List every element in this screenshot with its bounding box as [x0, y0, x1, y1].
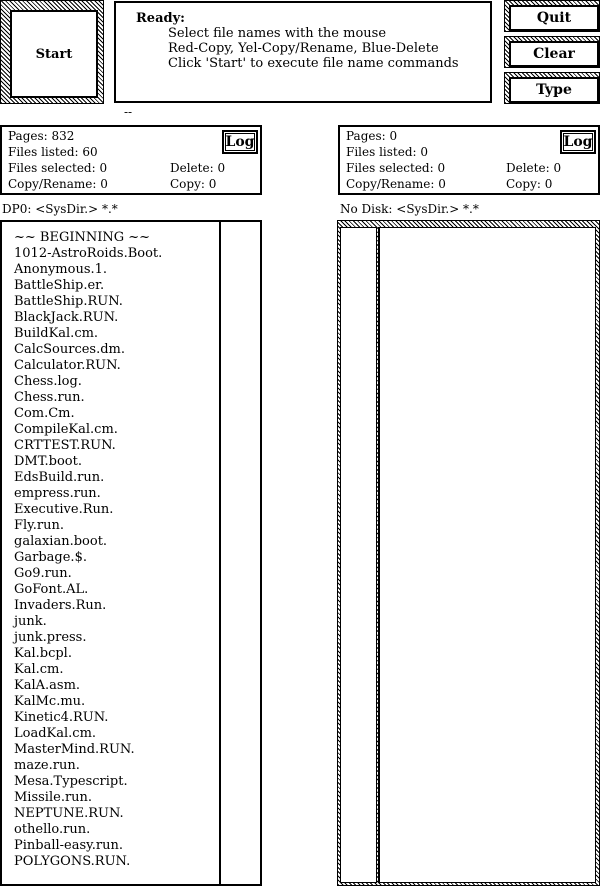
- file-list-item[interactable]: Kal.bcpl.: [14, 646, 72, 661]
- file-list-item[interactable]: maze.run.: [14, 758, 80, 773]
- file-list-item[interactable]: Chess.run.: [14, 390, 85, 405]
- left-pages: Pages: 832: [8, 129, 75, 143]
- left-delete-count: Delete: 0: [170, 161, 226, 175]
- left-log-button[interactable]: Log: [222, 130, 258, 154]
- right-file-entries: [378, 227, 596, 883]
- left-scrollbar-divider: [219, 222, 221, 884]
- instruction-line-2: Red-Copy, Yel-Copy/Rename, Blue-Delete: [168, 41, 439, 56]
- file-list-item[interactable]: othello.run.: [14, 822, 91, 837]
- file-list-item[interactable]: empress.run.: [14, 486, 101, 501]
- file-list-item[interactable]: Pinball-easy.run.: [14, 838, 124, 853]
- file-list-item[interactable]: Com.Cm.: [14, 406, 75, 421]
- file-list-item[interactable]: GoFont.AL.: [14, 582, 89, 597]
- file-list-item[interactable]: CRTTEST.RUN.: [14, 438, 116, 453]
- left-stats-panel: [0, 125, 262, 195]
- file-list-item[interactable]: Mesa.Typescript.: [14, 774, 128, 789]
- file-list-item[interactable]: BuildKal.cm.: [14, 326, 99, 341]
- file-list-item[interactable]: KalA.asm.: [14, 678, 81, 693]
- left-copy-count: Copy: 0: [170, 177, 217, 191]
- file-list-item[interactable]: junk.: [14, 614, 47, 629]
- file-list-item[interactable]: KalMc.mu.: [14, 694, 86, 709]
- file-list-item[interactable]: POLYGONS.RUN.: [14, 854, 131, 869]
- file-list-item[interactable]: BattleShip.RUN.: [14, 294, 123, 309]
- list-beginning-marker[interactable]: ~~ BEGINNING ~~: [14, 230, 151, 245]
- left-files-listed: Files listed: 60: [8, 145, 98, 159]
- file-list-item[interactable]: BlackJack.RUN.: [14, 310, 119, 325]
- type-button-frame[interactable]: [504, 72, 600, 104]
- left-path-label: DP0: <SysDir.> *.*: [2, 202, 118, 216]
- left-files-selected: Files selected: 0: [8, 161, 108, 175]
- file-list-item[interactable]: Calculator.RUN.: [14, 358, 121, 373]
- file-list-item[interactable]: CalcSources.dm.: [14, 342, 126, 357]
- left-copy-rename-count: Copy/Rename: 0: [8, 177, 108, 191]
- file-list-item[interactable]: Invaders.Run.: [14, 598, 107, 613]
- left-file-list[interactable]: [0, 220, 262, 886]
- file-list-item[interactable]: Kinetic4.RUN.: [14, 710, 109, 725]
- file-list-item[interactable]: 1012-AstroRoids.Boot.: [14, 246, 163, 261]
- file-list-item[interactable]: junk.press.: [14, 630, 87, 645]
- quit-button-frame[interactable]: [504, 0, 600, 32]
- right-log-button[interactable]: Log: [560, 130, 596, 154]
- right-copy-count: Copy: 0: [506, 177, 553, 191]
- start-button[interactable]: Start: [10, 10, 98, 98]
- instruction-line-3: Click 'Start' to execute file name commands: [168, 56, 459, 71]
- right-files-listed: Files listed: 0: [346, 145, 429, 159]
- right-copy-rename-count: Copy/Rename: 0: [346, 177, 446, 191]
- file-list-item[interactable]: MasterMind.RUN.: [14, 742, 135, 757]
- file-list-item[interactable]: NEPTUNE.RUN.: [14, 806, 124, 821]
- instruction-line-1: Select file names with the mouse: [168, 26, 387, 41]
- file-list-item[interactable]: DMT.boot.: [14, 454, 82, 469]
- clear-button[interactable]: Clear: [509, 41, 599, 67]
- type-button[interactable]: Type: [509, 77, 599, 103]
- file-list-item[interactable]: EdsBuild.run.: [14, 470, 105, 485]
- file-list-item[interactable]: Garbage.$.: [14, 550, 87, 565]
- file-list-item[interactable]: BattleShip.er.: [14, 278, 105, 293]
- file-list-item[interactable]: Chess.log.: [14, 374, 82, 389]
- right-path-label: No Disk: <SysDir.> *.*: [340, 202, 479, 216]
- quit-button[interactable]: Quit: [509, 5, 599, 31]
- file-list-item[interactable]: Executive.Run.: [14, 502, 114, 517]
- right-file-list[interactable]: [337, 220, 600, 886]
- file-list-item[interactable]: galaxian.boot.: [14, 534, 108, 549]
- file-list-item[interactable]: CompileKal.cm.: [14, 422, 118, 437]
- left-file-entries: [14, 230, 218, 870]
- right-stats-panel: [338, 125, 600, 195]
- file-list-item[interactable]: Anonymous.1.: [14, 262, 108, 277]
- right-delete-count: Delete: 0: [506, 161, 562, 175]
- file-list-item[interactable]: Go9.run.: [14, 566, 72, 581]
- start-button-frame[interactable]: [0, 0, 104, 104]
- right-pages: Pages: 0: [346, 129, 398, 143]
- file-list-item[interactable]: Missile.run.: [14, 790, 93, 805]
- cursor-mark: --: [124, 105, 133, 119]
- file-list-item[interactable]: Kal.cm.: [14, 662, 64, 677]
- status-message-box: [114, 1, 492, 103]
- file-list-item[interactable]: LoadKal.cm.: [14, 726, 97, 741]
- right-scrollbar[interactable]: [340, 227, 377, 883]
- clear-button-frame[interactable]: [504, 36, 600, 68]
- status-title: Ready:: [136, 11, 185, 26]
- file-list-item[interactable]: Fly.run.: [14, 518, 65, 533]
- right-files-selected: Files selected: 0: [346, 161, 446, 175]
